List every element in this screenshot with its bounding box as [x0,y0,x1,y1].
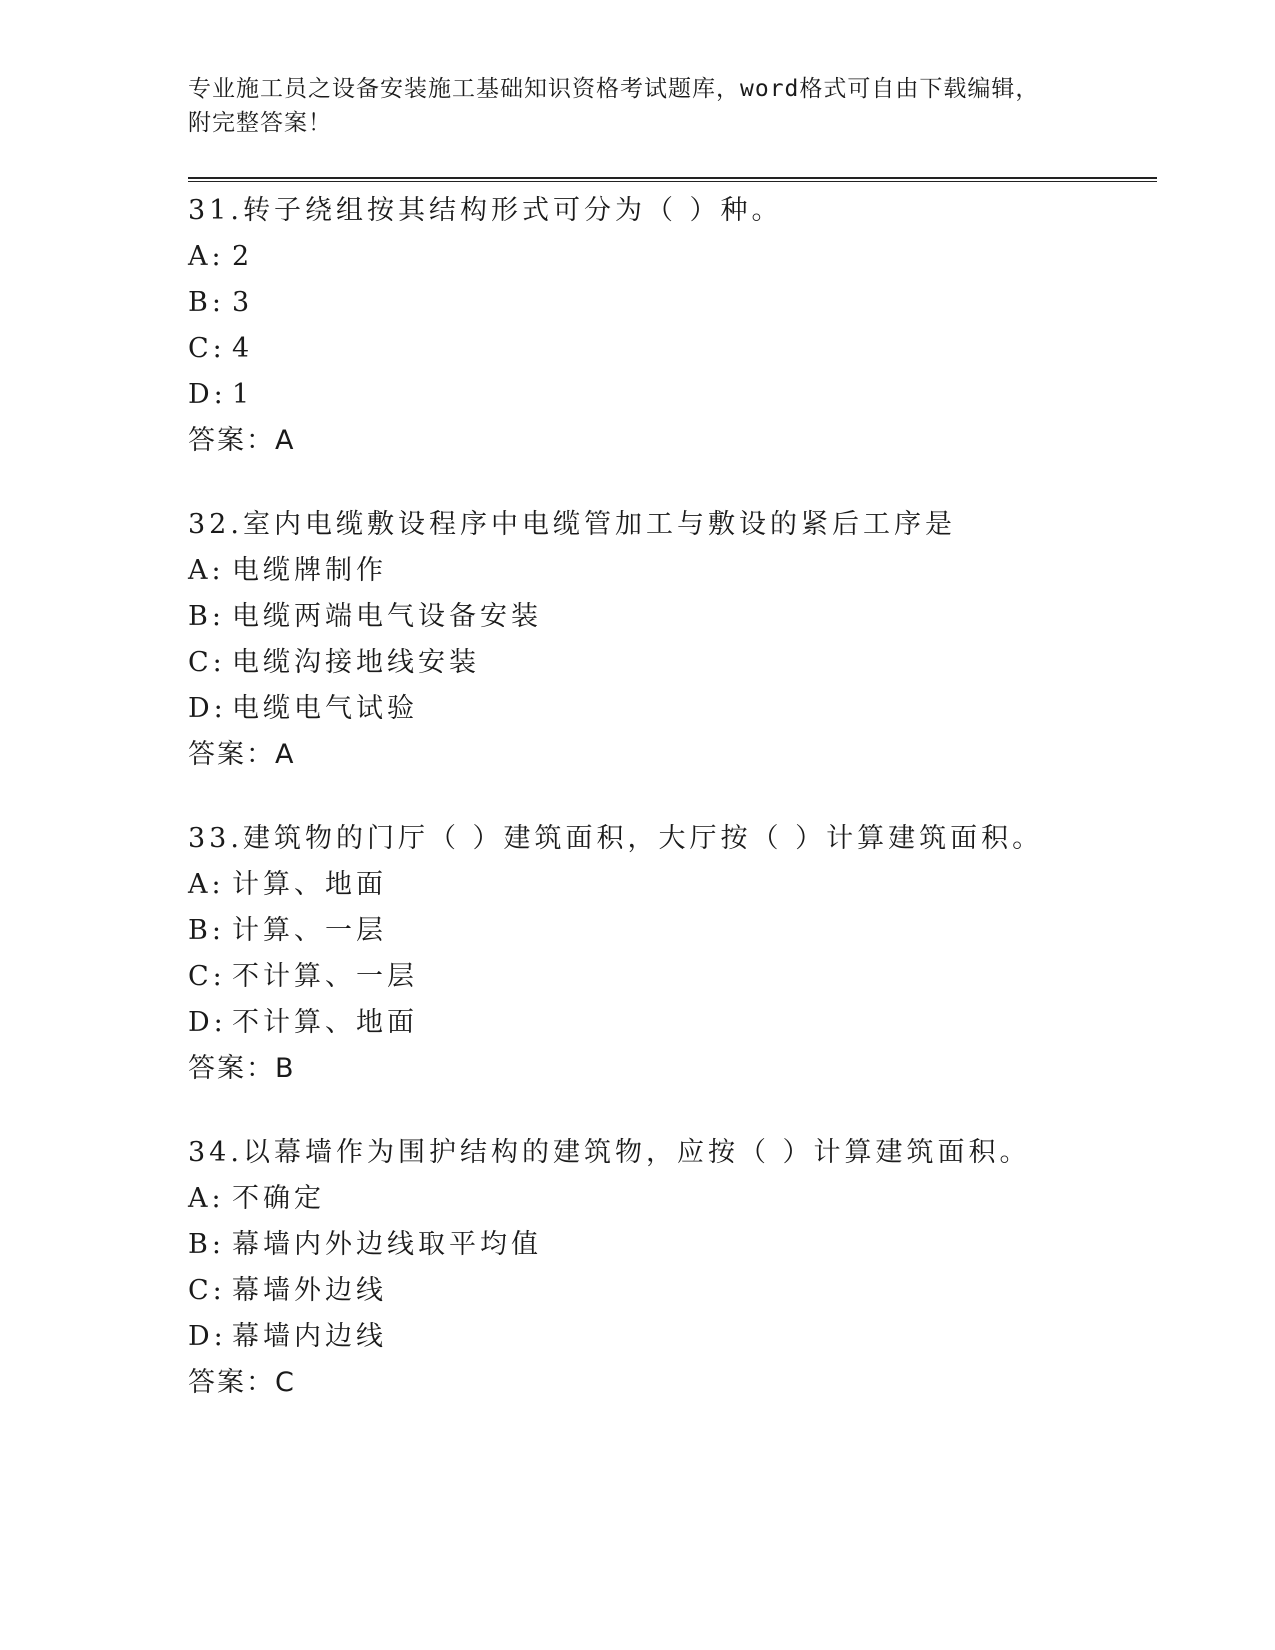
option-letter: B: [188,915,225,946]
option-letter: A: [188,241,225,272]
option-text: 1 [232,379,254,410]
option-d [188,1314,1148,1360]
option-letter: A: [188,555,225,586]
option-letter: C: [188,1275,226,1306]
option-text: 电缆两端电气设备安装 [232,601,542,632]
option-text: 幕墙外边线 [232,1275,387,1306]
question-32 [188,502,1148,778]
document-header [188,72,1088,140]
header-line-2: 附完整答案！ [188,110,332,136]
question-stem: 32.室内电缆敷设程序中电缆管加工与敷设的紧后工序是 [188,509,956,540]
option-b [188,594,1148,640]
option-text: 计算、一层 [232,915,387,946]
header-divider [188,177,1157,182]
answer-line: 答案：A [188,425,296,456]
option-letter: D: [188,1007,227,1038]
option-text: 3 [232,287,254,318]
question-list [188,188,1148,1444]
option-d [188,372,1148,418]
option-letter: D: [188,693,227,724]
option-letter: B: [188,287,225,318]
option-text: 电缆电气试验 [232,693,418,724]
option-letter: A: [188,869,225,900]
option-b [188,1222,1148,1268]
option-text: 不确定 [232,1183,325,1214]
option-letter: A: [188,1183,225,1214]
option-d [188,1000,1148,1046]
question-34 [188,1130,1148,1406]
question-stem: 31.转子绕组按其结构形式可分为（ ）种。 [188,195,783,226]
option-c [188,1268,1148,1314]
answer-line: 答案：A [188,739,296,770]
header-line-1: 专业施工员之设备安装施工基础知识资格考试题库，word格式可自由下载编辑， [188,76,1040,102]
option-b [188,908,1148,954]
question-33 [188,816,1148,1092]
option-a [188,862,1148,908]
answer-line: 答案：C [188,1367,296,1398]
option-text: 幕墙内边线 [232,1321,387,1352]
option-c [188,954,1148,1000]
option-d [188,686,1148,732]
option-letter: D: [188,1321,227,1352]
option-text: 不计算、一层 [232,961,418,992]
option-letter: D: [188,379,227,410]
option-text: 不计算、地面 [232,1007,418,1038]
option-letter: C: [188,647,226,678]
option-a [188,548,1148,594]
option-letter: C: [188,333,226,364]
option-a [188,234,1148,280]
option-letter: C: [188,961,226,992]
question-stem: 33.建筑物的门厅（ ）建筑面积，大厅按（ ）计算建筑面积。 [188,823,1044,854]
answer-line: 答案：B [188,1053,296,1084]
option-text: 幕墙内外边线取平均值 [232,1229,542,1260]
option-text: 计算、地面 [232,869,387,900]
option-text: 电缆沟接地线安装 [232,647,480,678]
option-letter: B: [188,1229,225,1260]
question-31 [188,188,1148,464]
option-text: 2 [232,241,254,272]
option-letter: B: [188,601,225,632]
option-b [188,280,1148,326]
option-text: 4 [232,333,254,364]
option-c [188,326,1148,372]
option-text: 电缆牌制作 [232,555,387,586]
option-c [188,640,1148,686]
question-stem: 34.以幕墙作为围护结构的建筑物，应按（ ）计算建筑面积。 [188,1137,1031,1168]
option-a [188,1176,1148,1222]
